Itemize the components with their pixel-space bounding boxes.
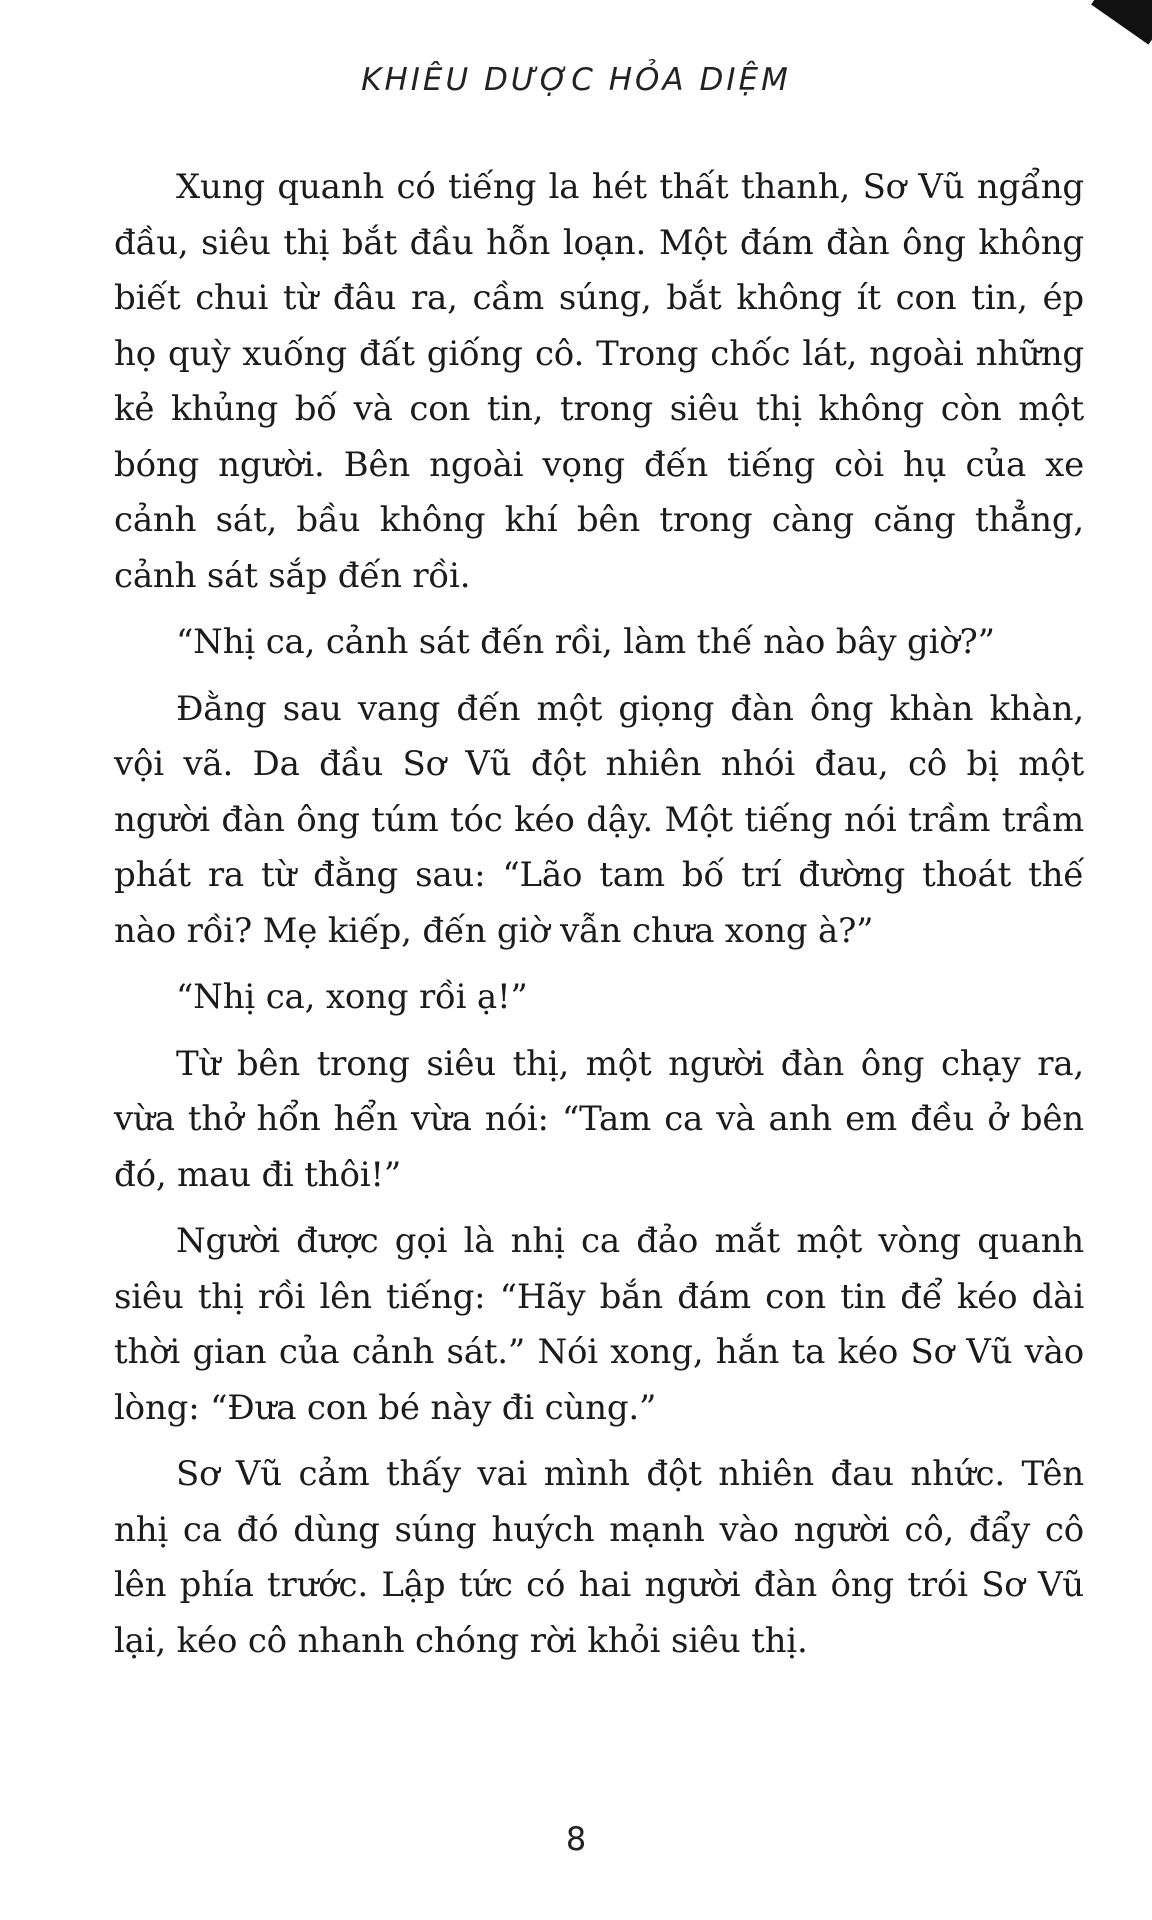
paragraph: Người được gọi là nhị ca đảo mắt một vòng quanh siêu thị rồi lên tiếng: “Hãy bắn đám con tin để kéo dài thời gian của cảnh sát.” Nói xong, hắn ta kéo Sơ Vũ vào lòng: “Đưa con bé này đi cùng.” — [114, 1221, 1084, 1428]
paragraph: Từ bên trong siêu thị, một người đàn ông chạy ra, vừa thở hổn hển vừa nói: “Tam ca và anh em đều ở bên đó, mau đi thôi!” — [114, 1043, 1084, 1195]
running-header: KHIÊU DƯỢC HỎA DIỆM — [361, 62, 791, 98]
paragraph: Xung quanh có tiếng la hét thất thanh, Sơ Vũ ngẩng đầu, siêu thị bắt đầu hỗn loạn. Một đám đàn ông không biết chui từ đâu ra, cầm súng, bắt không ít con tin, ép họ quỳ xuống đất giống cô. Trong chốc lát, ngoài những kẻ khủng bố và con tin, trong siêu thị không còn một bóng người. Bên ngoài vọng đến tiếng còi hụ của xe cảnh sát, bầu không khí bên trong càng căng thẳng, cảnh sát sắp đến rồi. — [114, 167, 1084, 596]
paragraph: Đằng sau vang đến một giọng đàn ông khàn khàn, vội vã. Da đầu Sơ Vũ đột nhiên nhói đau, cô bị một người đàn ông túm tóc kéo dậy. Một tiếng nói trầm trầm phát ra từ đằng sau: “Lão tam bố trí đường thoát thế nào rồi? Mẹ kiếp, đến giờ vẫn chưa xong à?” — [114, 688, 1084, 951]
paragraph: “Nhị ca, xong rồi ạ!” — [176, 977, 528, 1017]
page-body — [114, 160, 1084, 1680]
paragraph: “Nhị ca, cảnh sát đến rồi, làm thế nào bây giờ?” — [176, 622, 995, 662]
page-corner-shadow — [1091, 0, 1152, 45]
paragraph: Sơ Vũ cảm thấy vai mình đột nhiên đau nhức. Tên nhị ca đó dùng súng huých mạnh vào người cô, đẩy cô lên phía trước. Lập tức có hai người đàn ông trói Sơ Vũ lại, kéo cô nhanh chóng rời khỏi siêu thị. — [114, 1454, 1084, 1661]
page-number: 8 — [565, 1820, 587, 1858]
